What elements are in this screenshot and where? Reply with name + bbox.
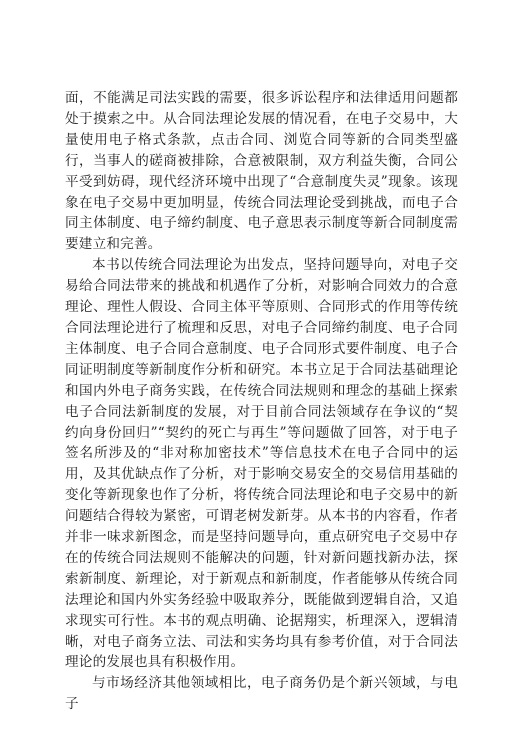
paragraph-continuation: 面，不能满足司法实践的需要，很多诉讼程序和法律适用问题都处于摸索之中。从合同法理论发展的情况看，在电子交易中，大量使用电子格式条款，点击合同、浏览合同等新的合同类型盛行，当事人的磋商被排除，合意被限制，双方利益失衡，合同公平受到妨碍，现代经济环境中出现了“合意制度失灵”现象。该现象在电子交易中更加明显，传统合同法理论受到挑战，而电子合同主体制度、电子缔约制度、电子意思表示制度等新合同制度需要建立和完善。: [65, 90, 458, 253]
paragraph-ecommerce-intro: 与市场经济其他领域相比，电子商务仍是个新兴领域，与电子: [65, 675, 458, 713]
paragraph-book-summary: 本书以传统合同法理论为出发点，坚持问题导向，对电子交易给合同法带来的挑战和机遇作了分析，对影响合同效力的合意理论、理性人假设、合同主体平等原则、合同形式的作用等传统合同法理论进行了梳理和反思，对电子合同缔约制度、电子合同主体制度、电子合同合意制度、电子合同形式要件制度、电子合同证明制度等新制度作分析和研究。本书立足于合同法基础理论和国内外电子商务实践，在传统合同法规则和理念的基础上探索电子合同法新制度的发展，对于目前合同法领域存在争议的“契约向身份回归”“契约的死亡与再生”等问题做了回答，对于电子签名所涉及的“非对称加密技术”等信息技术在电子合同中的运用，及其优缺点作了分析，对于影响交易安全的交易信用基础的变化等新现象也作了分析，将传统合同法理论和电子交易中的新问题结合得较为紧密，可谓老树发新芽。从本书的内容看，作者并非一味求新图念，而是坚持问题导向，重点研究电子交易中存在的传统合同法规则不能解决的问题，针对新问题找新办法，探索新制度、新理论，对于新观点和新制度，作者能够从传统合同法理论和国内外实务经验中吸取养分，既能做到逻辑自洽，又追求现实可行性。本书的观点明确、论据翔实，析理深入，逻辑清晰，对电子商务立法、司法和实务均具有参考价值，对于合同法理论的发展也具有积极作用。: [65, 257, 458, 671]
book-page-body: [65, 88, 458, 715]
